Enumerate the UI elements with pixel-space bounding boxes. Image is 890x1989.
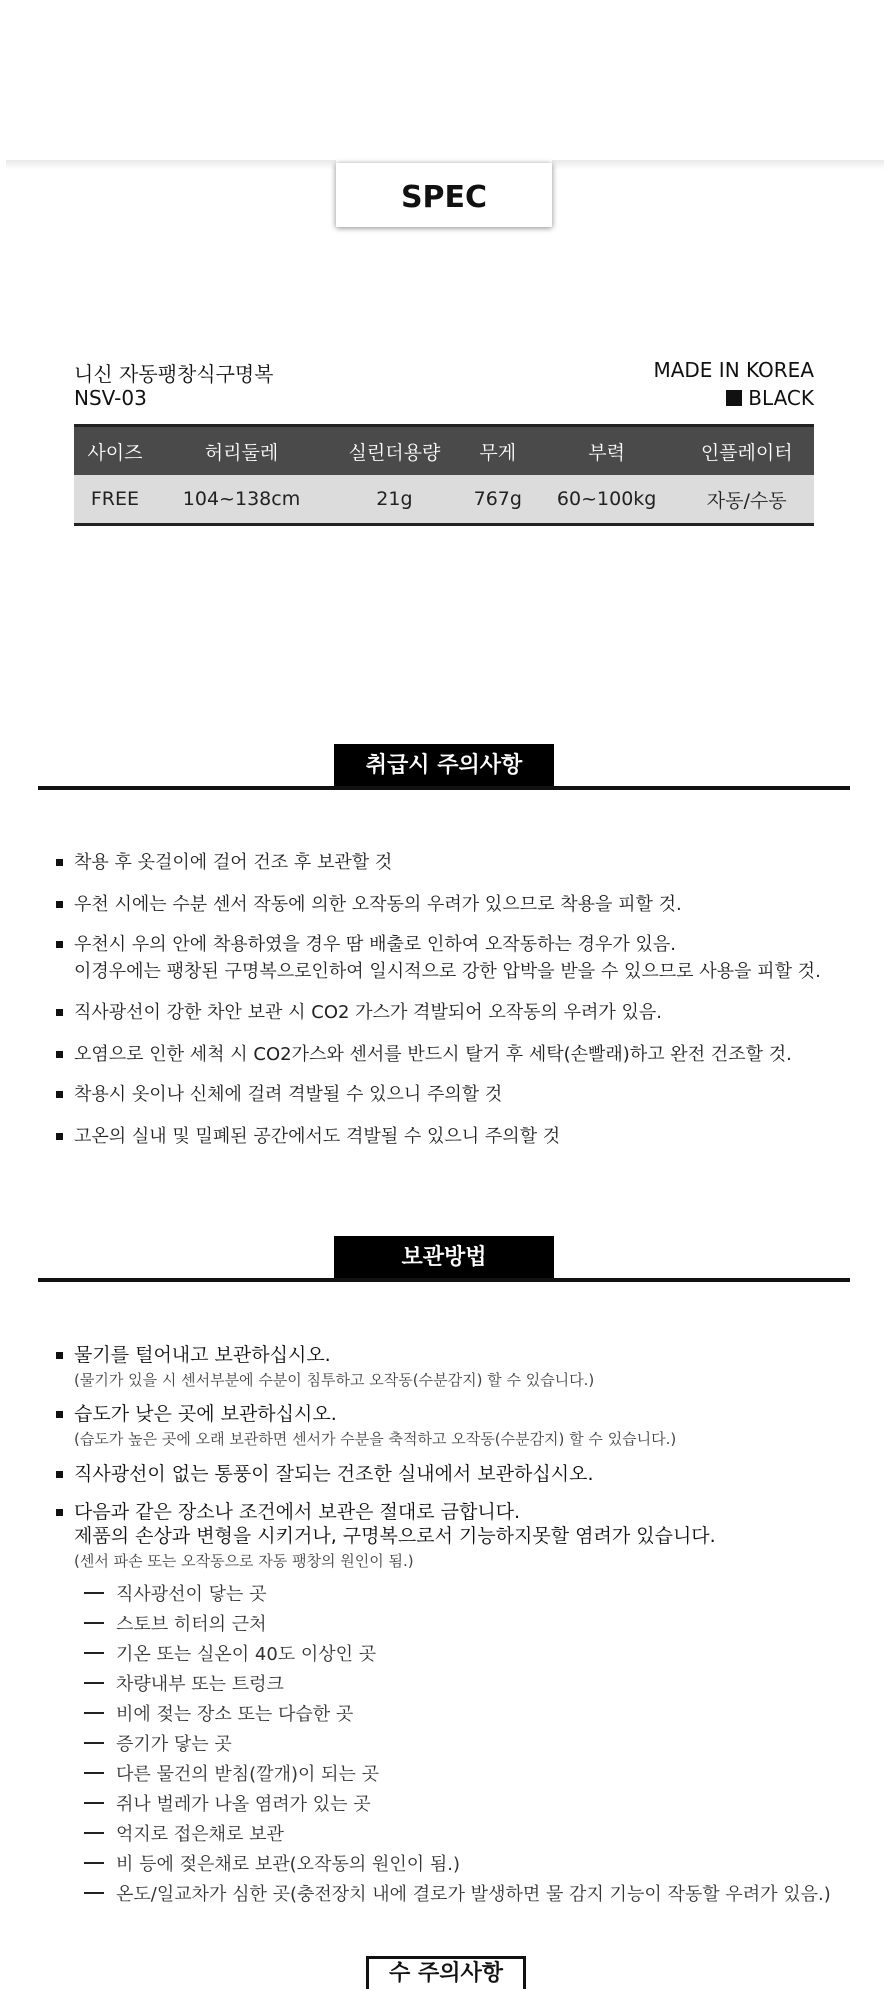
storage-title: 보관방법 bbox=[334, 1236, 554, 1280]
spec-header-waist: 허리둘레 bbox=[156, 426, 327, 476]
spec-value-weight: 767g bbox=[462, 475, 534, 525]
storage-dash-item: 스토브 히터의 근처 bbox=[84, 1612, 267, 1638]
storage-dash-item: 증기가 닿는 곳 bbox=[84, 1732, 232, 1758]
storage-dash-item: 쥐나 벌레가 나올 염려가 있는 곳 bbox=[84, 1792, 371, 1818]
spec-value-inflator: 자동/수동 bbox=[679, 475, 814, 525]
storage-dash-item: 기온 또는 실온이 40도 이상인 곳 bbox=[84, 1642, 376, 1668]
spec-header-inflator: 인플레이터 bbox=[679, 426, 814, 476]
bottom-section-title: 수 주의사항 bbox=[366, 1956, 526, 1989]
product-origin: MADE IN KOREA bbox=[653, 358, 814, 382]
caution-title: 취급시 주의사항 bbox=[334, 744, 554, 788]
spec-value-size: FREE bbox=[74, 475, 156, 525]
spec-header-size: 사이즈 bbox=[74, 426, 156, 476]
spec-header: SPEC bbox=[336, 163, 552, 227]
spec-header-buoyancy: 부력 bbox=[534, 426, 680, 476]
color-swatch bbox=[726, 390, 742, 406]
product-name: 니신 자동팽창식구명복 bbox=[74, 362, 274, 386]
color-label: BLACK bbox=[748, 386, 814, 410]
spec-value-cylinder: 21g bbox=[327, 475, 462, 525]
spec-header-weight: 무게 bbox=[462, 426, 534, 476]
spec-value-buoyancy: 60~100kg bbox=[534, 475, 680, 525]
spec-table bbox=[74, 424, 814, 526]
storage-dash-item: 억지로 접은채로 보관 bbox=[84, 1822, 284, 1848]
caution-rule bbox=[38, 786, 850, 790]
storage-dash-item: 비 등에 젖은채로 보관(오작동의 원인이 됨.) bbox=[84, 1852, 460, 1878]
spec-header-line-left bbox=[6, 160, 336, 170]
product-model: NSV-03 bbox=[74, 386, 147, 410]
storage-dash-item: 비에 젖는 장소 또는 다습한 곳 bbox=[84, 1702, 353, 1728]
storage-dash-item: 차량내부 또는 트렁크 bbox=[84, 1672, 284, 1698]
spec-value-waist: 104~138cm bbox=[156, 475, 327, 525]
storage-dash-item: 다른 물건의 받침(깔개)이 되는 곳 bbox=[84, 1762, 379, 1788]
storage-dash-item: 온도/일교차가 심한 곳(충전장치 내에 결로가 발생하면 물 감지 기능이 작동할 우려가 있음.) bbox=[84, 1882, 831, 1908]
storage-dash-item: 직사광선이 닿는 곳 bbox=[84, 1582, 267, 1608]
spec-table-header-row bbox=[74, 426, 814, 476]
spec-header-line-right bbox=[552, 160, 884, 170]
spec-table-value-row bbox=[74, 475, 814, 525]
spec-header-cylinder: 실린더용량 bbox=[327, 426, 462, 476]
storage-rule bbox=[38, 1278, 850, 1282]
product-color bbox=[726, 386, 814, 410]
